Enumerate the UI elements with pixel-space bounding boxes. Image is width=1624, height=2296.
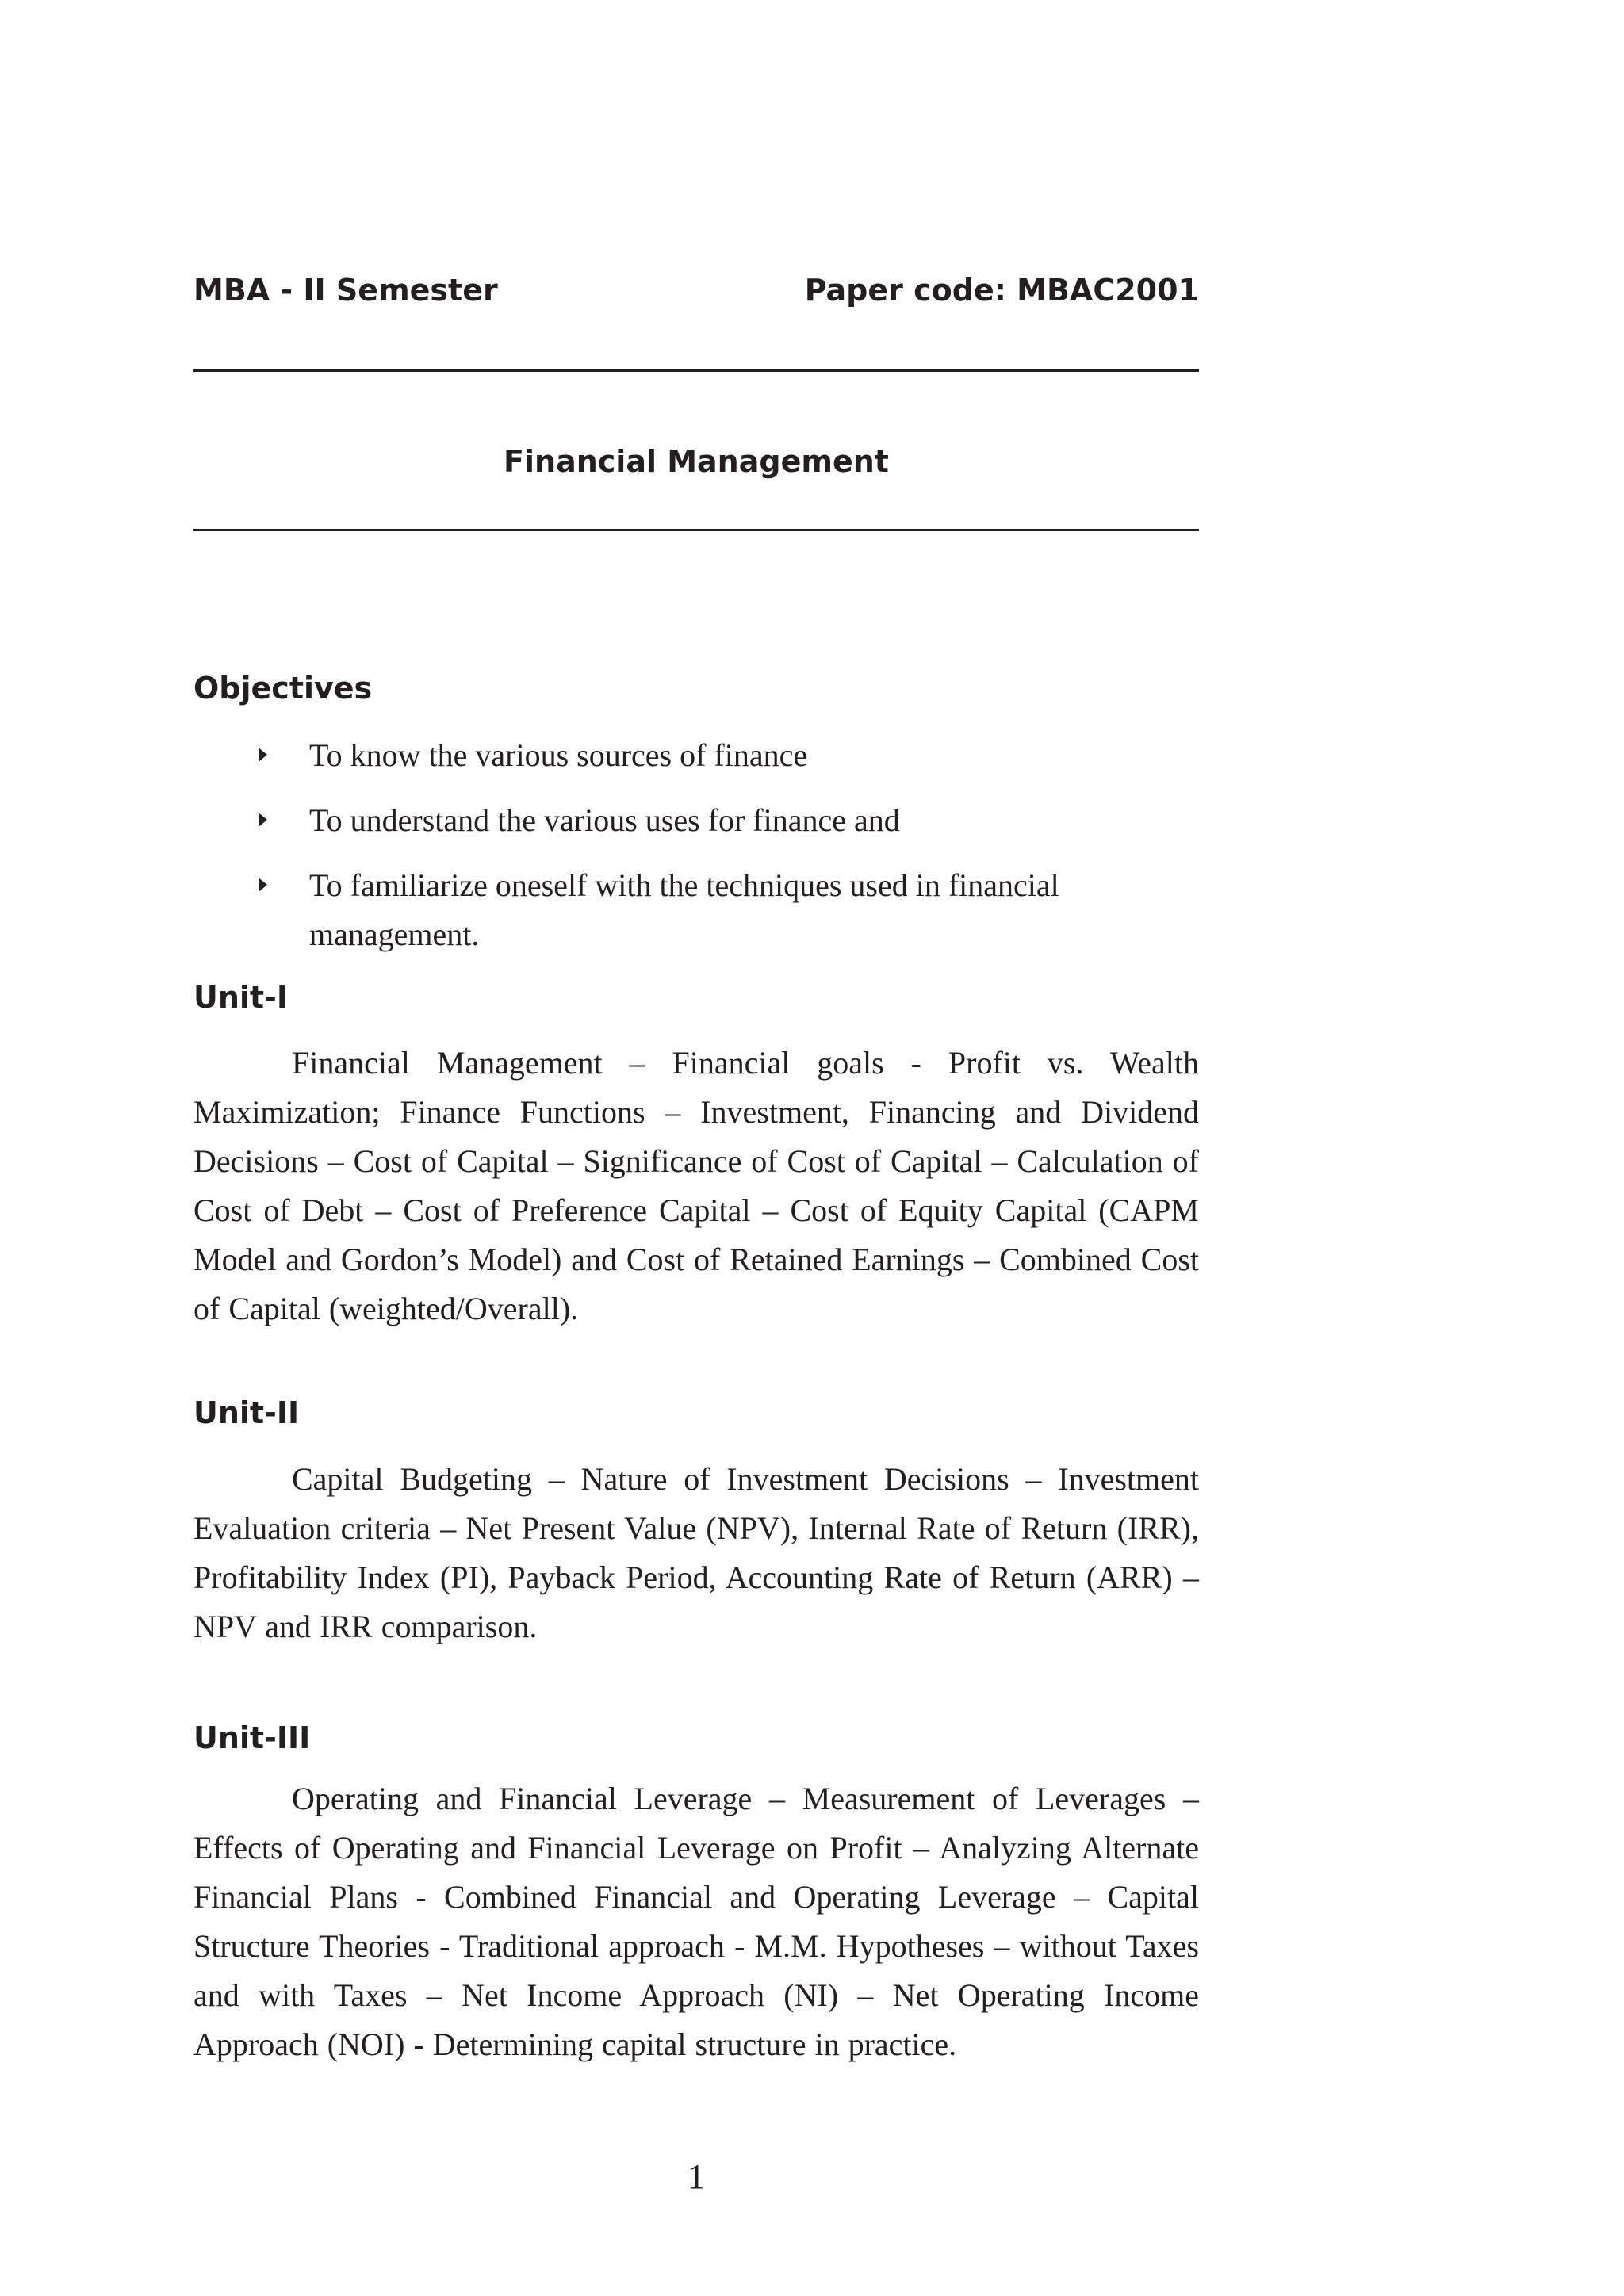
semester-label: MBA - II Semester [193, 273, 498, 308]
unit-2-body: Capital Budgeting – Nature of Investment Decisions – Investment Evaluation criteria – Net Present Value (NPV), Internal Rate of Return (IRR), Profitability Index (PI), Payback Period, Accounting Rate of Return (ARR) – NPV and IRR comparison. [193, 1461, 1199, 1644]
objective-text: To familiarize oneself with the techniques used in financial management. [309, 867, 1059, 952]
objectives-list [193, 731, 1199, 975]
unit-1-body: Financial Management – Financial goals - Profit vs. Wealth Maximization; Finance Functions – Investment, Financing and Dividend Decisions – Cost of Capital – Significance of Cost of Capital – Calculation of Cost of Debt – Cost of Preference Capital – Cost of Equity Capital (CAPM Model and Gordon’s Model) and Cost of Retained Earnings – Combined Cost of Capital (weighted/Overall). [193, 1045, 1199, 1326]
unit-1-heading: Unit-I [193, 980, 289, 1015]
triangle-bullet-icon [259, 748, 267, 762]
triangle-bullet-icon [259, 813, 267, 827]
list-item [193, 861, 1199, 959]
header-divider-top [193, 369, 1199, 372]
list-item [193, 731, 1199, 780]
page-number: 1 [688, 2157, 705, 2196]
list-item [193, 796, 1199, 845]
objectives-heading: Objectives [193, 671, 373, 706]
objective-text: To know the various sources of finance [309, 737, 808, 773]
course-title: Financial Management [504, 444, 889, 479]
header-divider-bottom [193, 529, 1199, 531]
unit-3-body: Operating and Financial Leverage – Measurement of Leverages – Effects of Operating and Financial Leverage on Profit – Analyzing Alternate Financial Plans - Combined Financial and Operating Leverage – Capital Structure Theories - Traditional approach - M.M. Hypotheses – without Taxes and with Taxes – Net Income Approach (NI) – Net Operating Income Approach (NOI) - Determining capital structure in practice. [193, 1781, 1199, 2062]
unit-2-heading: Unit-II [193, 1395, 300, 1430]
objective-text: To understand the various uses for finance and [309, 802, 900, 838]
paper-code-label: Paper code: MBAC2001 [804, 273, 1199, 308]
unit-3-heading: Unit-III [193, 1720, 311, 1755]
page-header [193, 273, 1199, 314]
document-page [193, 0, 1199, 2296]
triangle-bullet-icon [259, 878, 267, 892]
